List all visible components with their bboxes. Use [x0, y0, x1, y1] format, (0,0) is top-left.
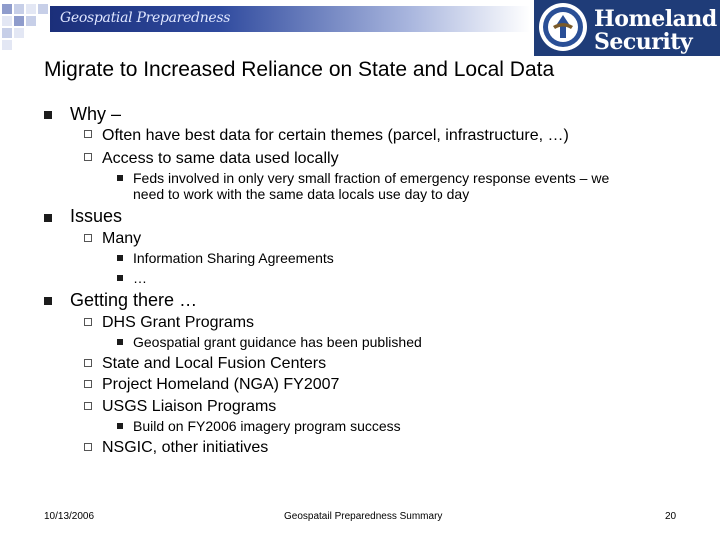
- bullet-hollow-square-icon: [84, 130, 92, 138]
- bullet-square-icon: [44, 111, 52, 119]
- outline-getting-there: Getting there …: [70, 290, 198, 310]
- bullet-hollow-square-icon: [84, 402, 92, 410]
- why-sub2-detail-line1: Feds involved in only very small fraction of emergency response events – we: [133, 170, 610, 186]
- banner-title: Geospatial Preparedness: [60, 10, 231, 26]
- bullet-hollow-square-icon: [84, 380, 92, 388]
- getting-sub5: NSGIC, other initiatives: [102, 439, 269, 456]
- footer-title: Geospatail Preparedness Summary: [284, 511, 443, 522]
- page-number: 20: [665, 511, 677, 522]
- bullet-hollow-square-icon: [84, 443, 92, 451]
- bullet-small-square-icon: [117, 175, 123, 181]
- bullet-square-icon: [44, 214, 52, 222]
- getting-sub1-detail: Geospatial grant guidance has been published: [133, 334, 422, 350]
- bullet-square-icon: [44, 297, 52, 305]
- bullet-small-square-icon: [117, 339, 123, 345]
- outline-issues: Issues: [70, 206, 123, 226]
- bullet-small-square-icon: [117, 255, 123, 261]
- slide-header: [0, 0, 720, 56]
- bullet-hollow-square-icon: [84, 318, 92, 326]
- homeland-security-logo: [534, 0, 720, 56]
- logo-line1: Homeland: [594, 6, 717, 32]
- bullet-hollow-square-icon: [84, 359, 92, 367]
- bullet-small-square-icon: [117, 275, 123, 281]
- why-sub2: Access to same data used locally: [102, 150, 339, 167]
- getting-sub4: USGS Liaison Programs: [102, 398, 277, 415]
- getting-sub2: State and Local Fusion Centers: [102, 355, 327, 372]
- getting-sub4-detail: Build on FY2006 imagery program success: [133, 418, 401, 434]
- dhs-seal-icon: [538, 2, 588, 52]
- logo-line2: Security: [594, 29, 693, 55]
- bullet-hollow-square-icon: [84, 153, 92, 161]
- bullet-hollow-square-icon: [84, 234, 92, 242]
- why-sub2-detail-line2: need to work with the same data locals use day to day: [133, 186, 470, 202]
- issues-sub1: Many: [102, 230, 142, 247]
- getting-sub3: Project Homeland (NGA) FY2007: [102, 376, 340, 393]
- getting-sub1: DHS Grant Programs: [102, 314, 255, 331]
- footer-date: 10/13/2006: [44, 511, 95, 522]
- issues-detail2: …: [133, 270, 147, 286]
- why-sub1: Often have best data for certain themes (parcel, infrastructure, …): [102, 127, 569, 144]
- slide-title: Migrate to Increased Reliance on State and Local Data: [44, 58, 555, 81]
- issues-detail1: Information Sharing Agreements: [133, 250, 334, 266]
- outline-why: Why –: [70, 104, 122, 124]
- bullet-small-square-icon: [117, 423, 123, 429]
